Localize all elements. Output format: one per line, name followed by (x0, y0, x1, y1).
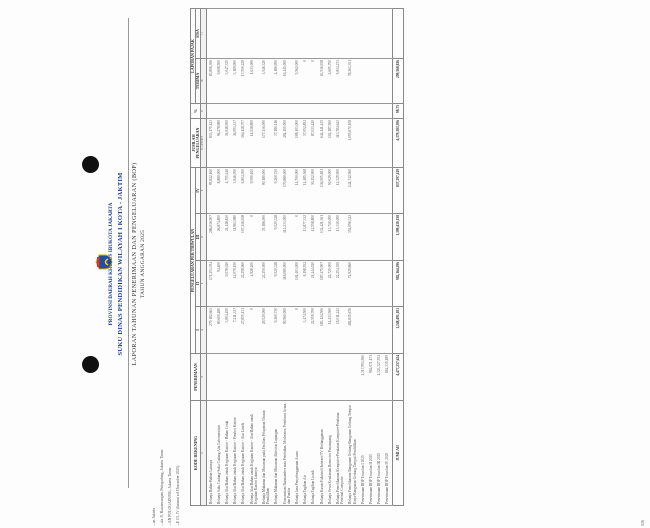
cell-jml: 14,518,800 (248, 119, 260, 168)
cell-jml: 108,103,000 (293, 119, 301, 168)
total-q3: 1,399,430,158 (392, 214, 403, 261)
report-table (190, 8, 404, 506)
cell-q2 (383, 261, 392, 307)
header-pengeluaran: PENGELUARAN PER TRIWULAN (191, 168, 196, 354)
cell-jml: 87,023,420 (309, 119, 317, 168)
cell-terima: 2,605,750 (326, 59, 334, 104)
cell-q4: 170,880,000 (281, 168, 293, 214)
cell-q3: 107,216,938 (239, 214, 247, 261)
total-row (392, 9, 403, 506)
info-line: ...E III, IV (Januari s/d Desember 2025) (176, 465, 180, 526)
cell-q3 (375, 214, 383, 261)
cell-q2: 22,720,000 (326, 261, 334, 307)
cell-pct (248, 104, 260, 119)
cell-q2: 187,475,907 (318, 261, 326, 307)
cell-jml: 37,180,116 (272, 119, 280, 168)
cell-pen (223, 354, 231, 401)
header-q1: I (196, 307, 201, 354)
cell-q2: 22,254,300 (334, 261, 346, 307)
cell-pen (231, 354, 239, 401)
header-kode: KODE REKENING (191, 401, 201, 506)
cell-q2: 21,444,020 (309, 261, 317, 307)
cell-jml: 1,055,670,108 (346, 119, 358, 168)
info-line: ...an Jakarta (152, 507, 156, 526)
total-pct: 98.75 (392, 104, 403, 119)
cell-q4: 8,880,000 (215, 168, 223, 214)
header-sisa: SISA (196, 9, 201, 59)
header-q4: IV (196, 168, 201, 214)
cell-q1: 29,520,000 (260, 307, 272, 354)
table-row (309, 9, 317, 506)
cell-desc: Belanja Tagihan Air (301, 401, 309, 506)
cell-pen (281, 354, 293, 401)
cell-q4: 9,590,400 (248, 168, 260, 214)
header-divider (128, 18, 129, 488)
total-sisa (392, 9, 403, 59)
cell-pen (206, 354, 215, 401)
cell-desc: Penerimaan BOP Triwulan IV 2025 (383, 401, 392, 506)
cell-terima (359, 59, 367, 104)
cell-q4 (383, 168, 392, 214)
cell-q1: 484,815,676 (346, 307, 358, 354)
cell-q2: 9,078,020 (223, 261, 231, 307)
cell-q2: 12,079,150 (231, 261, 239, 307)
cell-q3: 35,186,000 (260, 214, 272, 261)
cell-q2: 171,253,394 (206, 261, 215, 307)
header-q3: III (196, 214, 201, 261)
table-row (318, 9, 326, 506)
table-row (248, 9, 260, 506)
cell-jml: 177,136,000 (260, 119, 272, 168)
cell-q3: 0 (293, 214, 301, 261)
cell-pen (272, 354, 280, 401)
cell-q2: 94,400 (215, 261, 223, 307)
table-row (383, 9, 392, 506)
cell-pct (239, 104, 247, 119)
cell-q3: 11,963,980 (231, 214, 239, 261)
table-row (326, 9, 334, 506)
cell-terima: 3,546,320 (260, 59, 272, 104)
table-row (375, 9, 383, 506)
cell-q3: 134,421,361 (318, 214, 326, 261)
cell-q2: 22,250,000 (260, 261, 272, 307)
cell-terima (383, 59, 392, 104)
cell-q2 (375, 261, 383, 307)
cell-q2: 22,258,960 (239, 261, 247, 307)
cell-terima: 9,608,500 (215, 59, 223, 104)
table-row (334, 9, 346, 506)
cell-q4: 12,329,500 (334, 168, 346, 214)
cell-q2: 8,198,552 (301, 261, 309, 307)
cell-pct (367, 104, 375, 119)
cell-desc: Belanja Alat/Bahan untuk Kegiatan Kantor - Bahan Cetak (223, 401, 231, 506)
cell-jml: 102,187,500 (326, 119, 334, 168)
column-number: 8 = 4+5+6+7 (201, 119, 206, 168)
table-row (293, 9, 301, 506)
cell-q4: 136,005,181 (318, 168, 326, 214)
cell-pct (346, 104, 358, 119)
info-line: ...ala Jl. Rawamangun, Pulogadung, Jakarta Timur (160, 449, 164, 526)
province-heading: PROVINSI DAERAH KHUSUS IBUKOTA JAKARTA (108, 202, 114, 326)
cell-pct (318, 104, 326, 119)
table-row (359, 9, 367, 506)
cell-q2: 4,928,400 (248, 261, 260, 307)
cell-terima: 3,047,325 (223, 59, 231, 104)
cell-pen (334, 354, 346, 401)
cell-jml: 36,948,500 (223, 119, 231, 168)
cell-q4 (359, 168, 367, 214)
cell-pct (281, 104, 293, 119)
cell-sisa (215, 9, 223, 59)
cell-pen (239, 354, 247, 401)
punch-hole (82, 156, 99, 173)
cell-q3: 13,877,332 (301, 214, 309, 261)
cell-desc: Belanja Pemeliharaan Bangunan Gedung-Bangunan Gedung Tempat Kerja-Bangunan Gedung Tempat Pendidikan (346, 401, 358, 506)
cell-desc: Belanja Bahan-Bahan Lainnya (206, 401, 215, 506)
table-row (260, 9, 272, 506)
total-jml: 4,379,383,306 (392, 119, 403, 168)
table-row (346, 9, 358, 506)
cell-desc: Belanja Makanan dan Minuman Aktivitas Lapangan (272, 401, 280, 506)
cell-q1: 14,213,500 (326, 307, 334, 354)
cell-q3: 26,874,800 (215, 214, 223, 261)
cell-terima (367, 59, 375, 104)
table-row (301, 9, 309, 506)
cell-q4: 90,180,000 (260, 168, 272, 214)
cell-pen (318, 354, 326, 401)
header-jumlah: JUMLAH PENGELUARAN (191, 119, 201, 168)
cell-sisa (239, 9, 247, 59)
cell-sisa (206, 9, 215, 59)
table-row (206, 9, 215, 506)
cell-pct (272, 104, 280, 119)
cell-pct (260, 104, 272, 119)
cell-sisa (318, 9, 326, 59)
cell-terima: 5,562,000 (293, 59, 301, 104)
cell-pen: 1,323,327,554 (375, 354, 383, 401)
cell-q3: 9,520,328 (272, 214, 280, 261)
column-number: 11 (201, 9, 206, 59)
header-percent: % (191, 104, 201, 119)
cell-q2: 74,929,860 (346, 261, 358, 307)
cell-desc: Belanja Jasa Penyelenggaraan Acara (293, 401, 301, 506)
cell-terima: 3,189,900 (231, 59, 239, 104)
cell-terima: 16,445,000 (281, 59, 293, 104)
cell-q1: 90,960,000 (281, 307, 293, 354)
cell-q4: 30,252,900 (309, 168, 317, 214)
agency-heading: SUKU DINAS PENDIDIKAN WILAYAH I KOTA - JAKTIM (117, 172, 124, 356)
cell-jml: 36,093,337 (231, 119, 239, 168)
cell-desc: Penerimaan BOP Triwulan II 2025 (367, 401, 375, 506)
cell-pct (359, 104, 367, 119)
cell-pct (326, 104, 334, 119)
cell-jml (375, 119, 383, 168)
total-terima: 299,568,836 (392, 59, 403, 104)
cell-pct (301, 104, 309, 119)
cell-q1 (383, 307, 392, 354)
cell-pct (223, 104, 231, 119)
report-title: LAPORAN TAHUNAN PENERIMAAN DAN PENGELUARAN (BOP) (131, 162, 138, 366)
total-q1: 1,248,491,181 (392, 307, 403, 354)
cell-q1: 9,260,730 (272, 307, 280, 354)
cell-q4: 14,700,000 (293, 168, 301, 214)
total-q2: 982,164,296 (392, 261, 403, 307)
column-number: 4 (201, 307, 206, 354)
column-number: 9 (201, 104, 206, 119)
cell-q4: 9,260,730 (272, 168, 280, 214)
column-number: 2 (201, 401, 206, 506)
table-row (215, 9, 223, 506)
cell-jml: 494,155,000 (281, 119, 293, 168)
cell-q1 (375, 307, 383, 354)
column-number: 10 (201, 59, 206, 104)
total-q4: 837,297,419 (392, 168, 403, 214)
punch-hole (82, 356, 99, 373)
cell-q2 (367, 261, 375, 307)
cell-q1: 69,600,480 (215, 307, 223, 354)
cell-q2: 101,403,000 (293, 261, 301, 307)
cell-sisa (383, 9, 392, 59)
cell-q4: 12,485,368 (301, 168, 309, 214)
cell-pct (206, 104, 215, 119)
cell-q3: 12,558,800 (309, 214, 317, 261)
cell-desc: Belanja Kawat/Faksimili/Internet/TV Berlangganan (318, 401, 326, 506)
cell-pen (346, 354, 358, 401)
cell-pct (293, 104, 301, 119)
fiscal-year: TAHUN ANGGARAN 2025 (140, 229, 146, 299)
cell-desc: Penerimaan BOP Triwulan I 2025 (359, 401, 367, 506)
info-line: ...AN PULOGADUNG, Jakarta Timur (168, 467, 172, 526)
cell-terima (375, 59, 383, 104)
cell-sisa (346, 9, 358, 59)
cell-jml: 644,141,435 (318, 119, 326, 168)
total-label: JUMLAH (392, 401, 403, 506)
table-row (231, 9, 239, 506)
cell-terima: 4,186,950 (272, 59, 280, 104)
cell-desc: Belanja Tagihan Listrik (309, 401, 317, 506)
cell-q4 (367, 168, 375, 214)
cell-q1 (367, 307, 375, 354)
cell-terima: 5,814,273 (334, 59, 346, 104)
cell-q4: 3,946,050 (231, 168, 239, 214)
cell-pen (301, 354, 309, 401)
page-number: 026 (640, 520, 645, 526)
cell-q3: 352,096,322 (346, 214, 358, 261)
table-row (239, 9, 247, 506)
cell-q3: 286,016,907 (206, 214, 215, 261)
cell-q1: 22,559,700 (309, 307, 317, 354)
cell-jml: 833,175,123 (206, 119, 215, 168)
cell-q2: 118,080,000 (281, 261, 293, 307)
cell-q3: 0 (248, 214, 260, 261)
cell-terima: 0 (309, 59, 317, 104)
column-number: 5 (201, 261, 206, 307)
cell-sisa (272, 9, 280, 59)
total-pen: 4,477,257,624 (392, 354, 403, 401)
table-row (223, 9, 231, 506)
cell-terima: 63,536,938 (318, 59, 326, 104)
cell-pct (334, 104, 346, 119)
cell-q3: 13,310,000 (334, 214, 346, 261)
cell-q1: 27,855,131 (239, 307, 247, 354)
cell-jml: 113,784,643 (334, 119, 346, 168)
cell-q3 (359, 214, 367, 261)
cell-q1: 0 (248, 307, 260, 354)
cell-q1: 279,182,663 (206, 307, 215, 354)
cell-jml: 164,118,757 (239, 119, 247, 168)
header-pajak: LAPORAN PAJAK (191, 9, 196, 104)
cell-sisa (248, 9, 260, 59)
cell-terima: 83,806,306 (206, 59, 215, 104)
cell-pen (326, 354, 334, 401)
cell-terima: 78,263,351 (346, 59, 358, 104)
cell-terima: 1,633,000 (248, 59, 260, 104)
cell-pen (260, 354, 272, 401)
cell-jml (359, 119, 367, 168)
cell-pen (215, 354, 223, 401)
cell-pen: 1,317,993,560 (359, 354, 367, 401)
cell-sisa (367, 9, 375, 59)
header-q2: II (196, 261, 201, 307)
cell-sisa (281, 9, 293, 59)
cell-q1: 183,124,506 (318, 307, 326, 354)
cell-pen (248, 354, 260, 401)
cell-terima: 17,550,229 (239, 59, 247, 104)
cell-q3: 13,710,000 (326, 214, 334, 261)
cell-q1 (359, 307, 367, 354)
cell-q4: 6,804,300 (239, 168, 247, 214)
cell-pen (309, 354, 317, 401)
cell-sisa (326, 9, 334, 59)
cell-desc: Penerimaan BOP Triwulan III 2025 (375, 401, 383, 506)
cell-desc: Belanja Pemeliharaan Komputer-Peralatan Komputer-Peralatan Personal Computer (334, 401, 346, 506)
cell-q1: 3,474,500 (301, 307, 309, 354)
cell-q2: 9,520,328 (272, 261, 280, 307)
cell-sisa (223, 9, 231, 59)
table-row (281, 9, 293, 506)
cell-q1: 3,804,450 (223, 307, 231, 354)
cell-q3: 112,233,000 (281, 214, 293, 261)
cell-q4: 4,755,240 (223, 168, 231, 214)
cell-desc: Belanja Alat/Bahan untuk Kegiatan Kantor - Alat/Bahan untuk Kegiatan Kantor Lainnya (248, 401, 260, 506)
cell-jml (367, 119, 375, 168)
cell-desc: Honorarium Narasumber atau Pembahas, Moderator, Pembawa Acara, dan Panitia (281, 401, 293, 506)
cell-pct (383, 104, 392, 119)
cell-q1: 0 (293, 307, 301, 354)
header-terima: TERIMA (196, 59, 201, 104)
cell-sisa (309, 9, 317, 59)
cell-jml (383, 119, 392, 168)
column-number: 7 (201, 168, 206, 214)
cell-jml: 37,052,852 (301, 119, 309, 168)
cell-jml: 96,278,980 (215, 119, 223, 168)
cell-q2 (359, 261, 367, 307)
cell-q3 (383, 214, 392, 261)
cell-sisa (293, 9, 301, 59)
cell-pct (375, 104, 383, 119)
cell-sisa (334, 9, 346, 59)
header-penerimaan: PENERIMAAN (191, 354, 201, 401)
cell-q4: 144,742,560 (346, 168, 358, 214)
cell-pen: 962,071,171 (367, 354, 375, 401)
cell-q1: 7,211,337 (231, 307, 239, 354)
cell-sisa (301, 9, 309, 59)
cell-sisa (375, 9, 383, 59)
cell-q3: 21,148,830 (223, 214, 231, 261)
cell-q4: 50,029,000 (326, 168, 334, 214)
cell-desc: Belanja Sewa Kendaraan Bermotor Penumpang (326, 401, 334, 506)
cell-pct (231, 104, 239, 119)
column-number: 6 (201, 214, 206, 261)
cell-q1: 15,011,243 (334, 307, 346, 354)
cell-sisa (231, 9, 239, 59)
cell-q4 (375, 168, 383, 214)
cell-sisa (359, 9, 367, 59)
cell-pct (215, 104, 223, 119)
cell-q4: 95,822,160 (206, 168, 215, 214)
column-number: 3 (201, 354, 206, 401)
cell-terima: 0 (301, 59, 309, 104)
cell-desc: Belanja Alat/Bahan untuk Kegiatan Kantor - Perabot Kantor (231, 401, 239, 506)
cell-pen: 862,335,189 (383, 354, 392, 401)
cell-pen (293, 354, 301, 401)
cell-desc: Belanja Makanan dan Minuman pada Fasilitas Pelayanan Urusan Pendidikan (260, 401, 272, 506)
cell-sisa (260, 9, 272, 59)
cell-desc: Belanja Suku Cadang-Suku Cadang Alat Laboratorium (215, 401, 223, 506)
cell-desc: Belanja Alat/Bahan untuk Kegiatan Kantor - Alat Listrik (239, 401, 247, 506)
cell-q3 (367, 214, 375, 261)
cell-pct (309, 104, 317, 119)
table-row (272, 9, 280, 506)
table-row (367, 9, 375, 506)
